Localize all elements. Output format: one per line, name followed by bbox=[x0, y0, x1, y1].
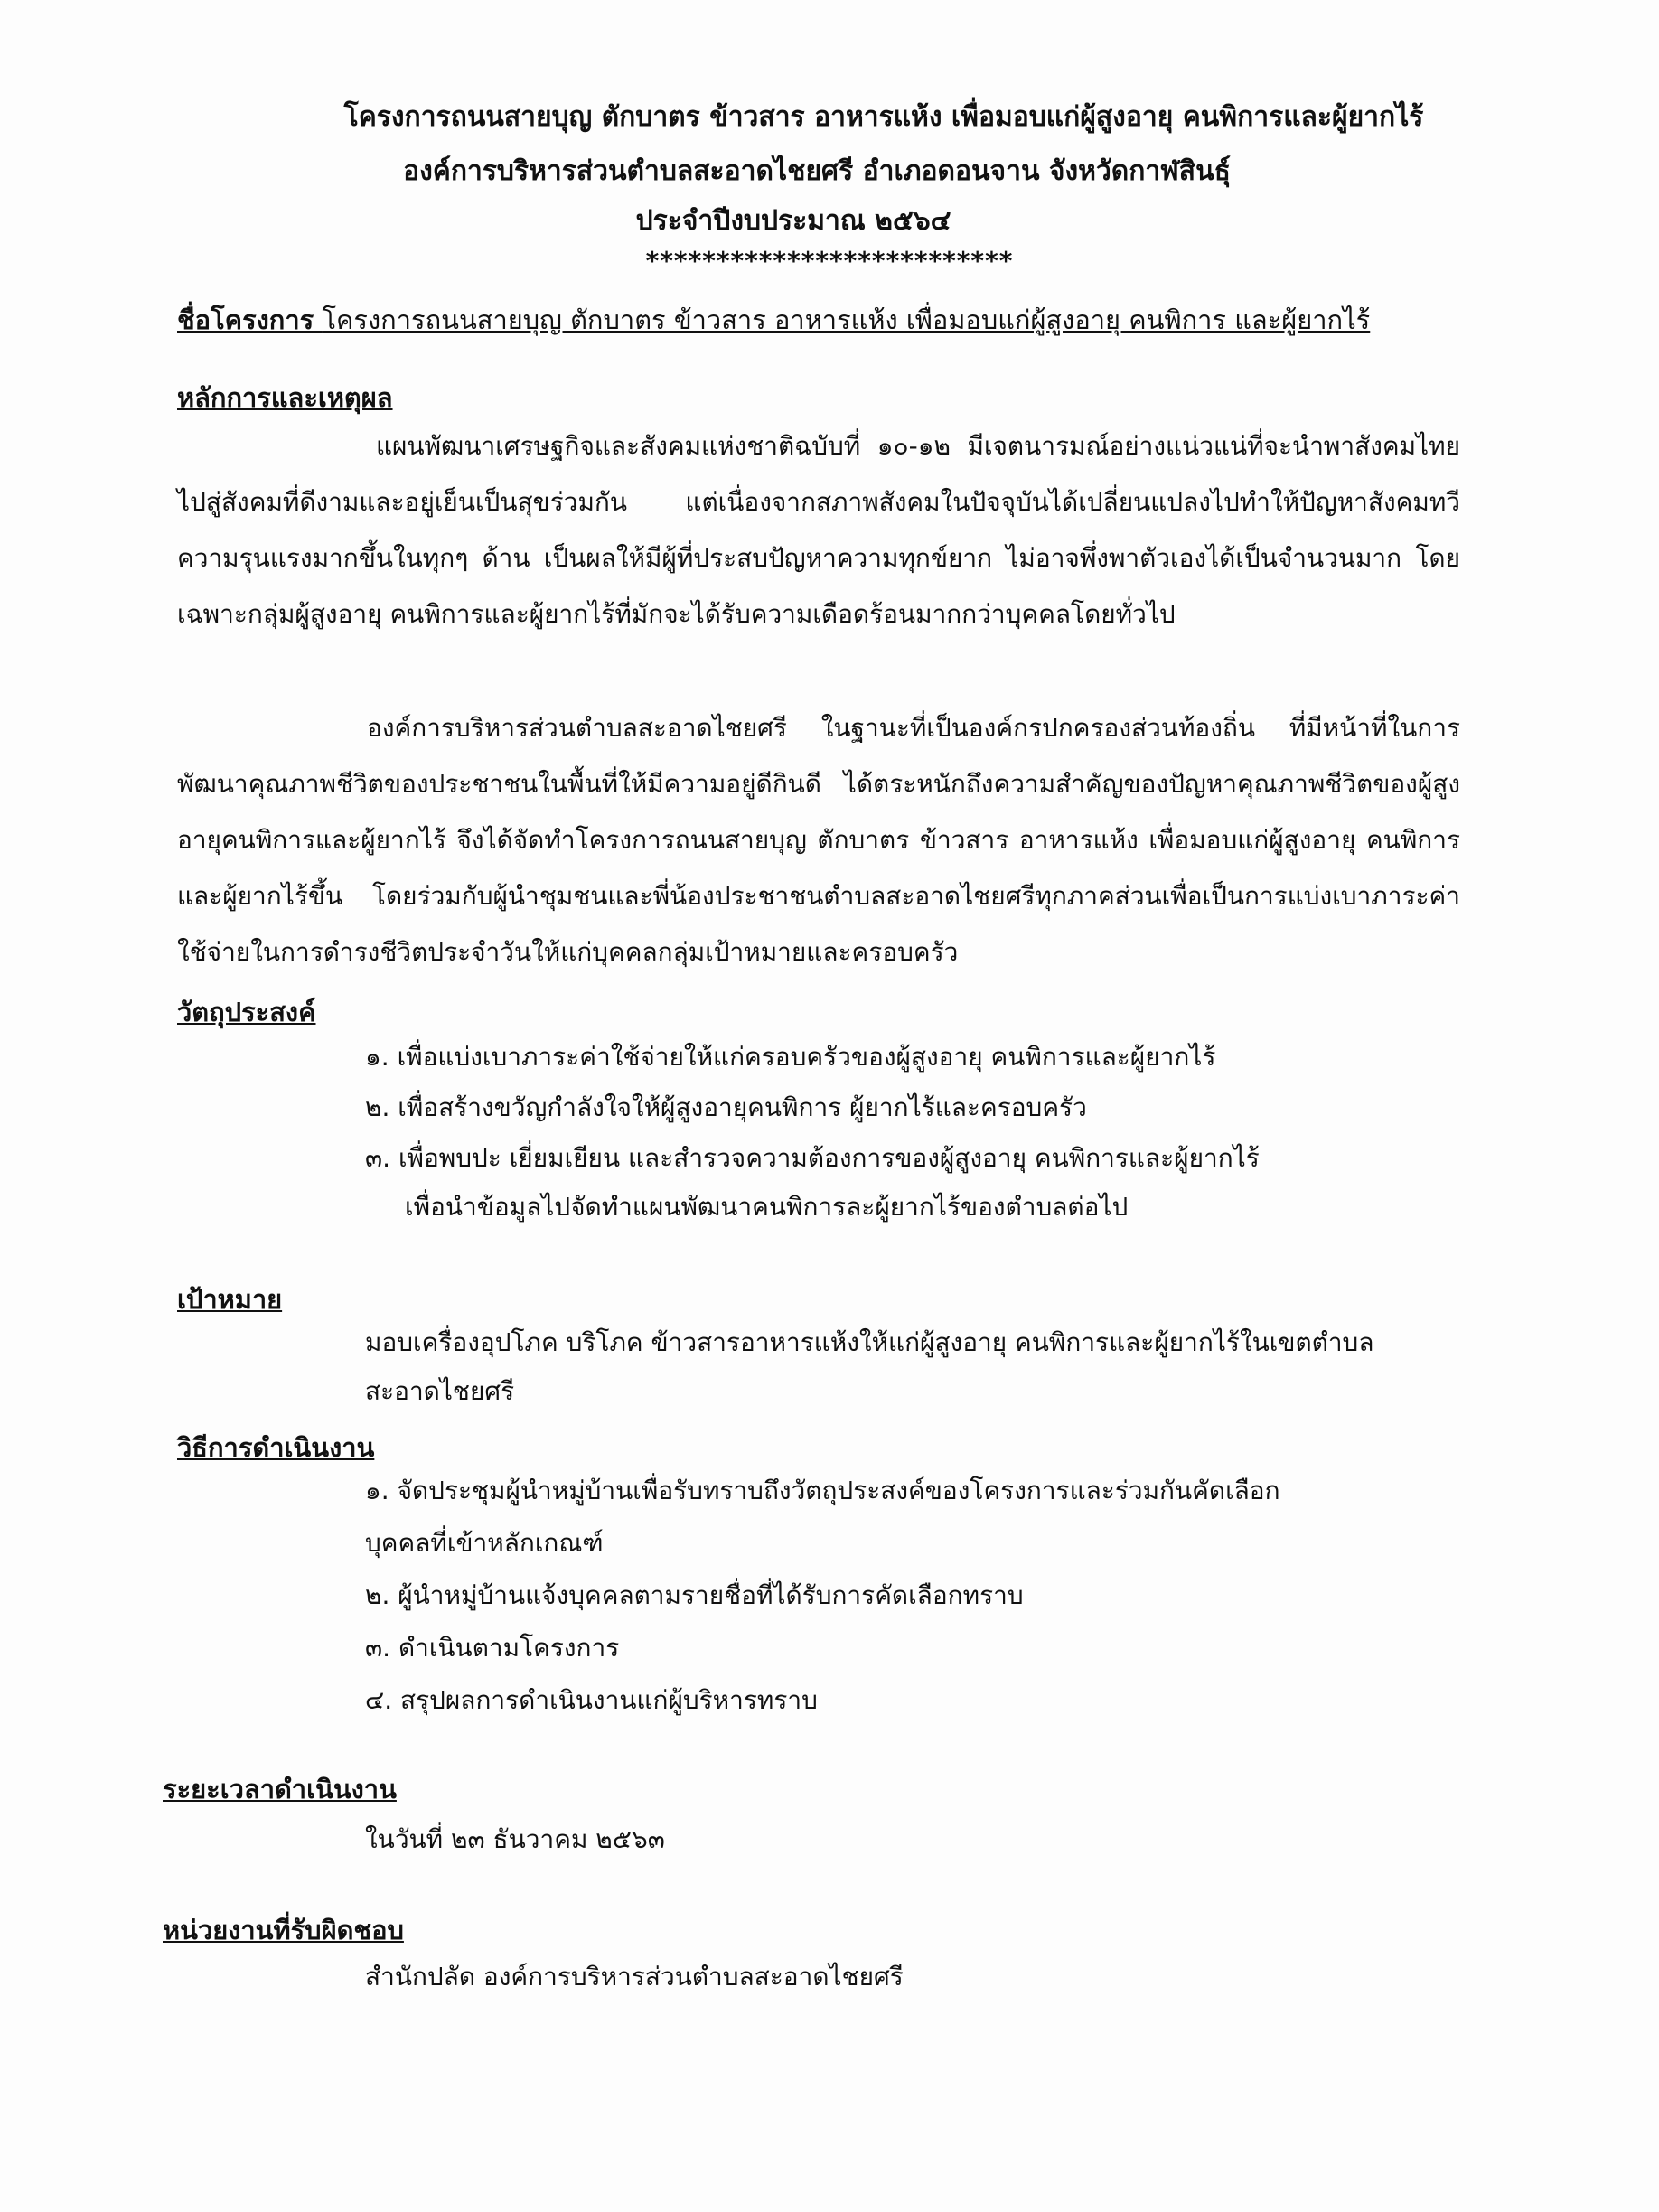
rationale-paragraph-2: องค์การบริหารส่วนตำบลสะอาดไชยศรี ในฐานะที่เป็นองค์กรปกครองส่วนท้องถิ่น ที่มีหน้าที่ในการพัฒนาคุณภาพชีวิตของประชาชนในพื้นที่ให้มีความอยู่ดีกินดี ได้ตระหนักถึงความสำคัญของปัญหาคุณภาพชีวิตของผู้สูงอายุคนพิการและผู้ยากไร้ จึงได้จัดทำโครงการถนนสายบุญ ตักบาตร ข้าวสาร อาหารแห้ง เพื่อมอบแก่ผู้สูงอายุ คนพิการ และผู้ยากไร้ขึ้น โดยร่วมกับผู้นำชุมชนและพี่น้องประชาชนตำบลสะอาดไชยศรีทุกภาคส่วนเพื่อเป็นการแบ่งเบาภาระค่าใช้จ่ายในการดำรงชีวิตประจำวันให้แก่บุคคลกลุ่มเป้าหมายและครอบครัว bbox=[177, 713, 1460, 967]
objective-item-2: ๒. เพื่อสร้างขวัญกำลังใจให้ผู้สูงอายุคนพิการ ผู้ยากไร้และครอบครัว bbox=[365, 1092, 1087, 1122]
duration-heading: ระยะเวลาดำเนินงาน bbox=[163, 1774, 397, 1804]
rationale-heading: หลักการและเหตุผล bbox=[177, 382, 393, 413]
responsible-heading: หน่วยงานที่รับผิดชอบ bbox=[163, 1915, 404, 1945]
method-item-1-continued: บุคคลที่เข้าหลักเกณฑ์ bbox=[365, 1528, 604, 1558]
project-name bbox=[177, 302, 1370, 338]
responsible-value: สำนักปลัด องค์การบริหารส่วนตำบลสะอาดไชยศรี bbox=[365, 1962, 904, 1992]
rationale-paragraph-1: แผนพัฒนาเศรษฐกิจและสังคมแห่งชาติฉบับที่ ๑๐-๑๒ มีเจตนารมณ์อย่างแน่วแน่ที่จะนำพาสังคมไทยไปสู่สังคมที่ดีงามและอยู่เย็นเป็นสุขร่วมกัน แต่เนื่องจากสภาพสังคมในปัจจุบันได้เปลี่ยนแปลงไปทำให้ปัญหาสังคมทวีความรุนแรงมากขึ้นในทุกๆ ด้าน เป็นผลให้มีผู้ที่ประสบปัญหาความทุกข์ยาก ไม่อาจพึ่งพาตัวเองได้เป็นจำนวนมาก โดยเฉพาะกลุ่มผู้สูงอายุ คนพิการและผู้ยากไร้ที่มักจะได้รับความเดือดร้อนมากกว่าบุคคลโดยทั่วไป bbox=[177, 431, 1460, 629]
target-line-2: สะอาดไชยศรี bbox=[365, 1376, 515, 1406]
objective-item-1: ๑. เพื่อแบ่งเบาภาระค่าใช้จ่ายให้แก่ครอบครัวของผู้สูงอายุ คนพิการและผู้ยากไร้ bbox=[365, 1042, 1216, 1072]
objective-item-3-continued: เพื่อนำข้อมูลไปจัดทำแผนพัฒนาคนพิการละผู้ยากไร้ของตำบลต่อไป bbox=[405, 1192, 1129, 1222]
project-name-label: ชื่อโครงการ bbox=[177, 305, 314, 335]
method-item-4: ๔. สรุปผลการดำเนินงานแก่ผู้บริหารทราบ bbox=[365, 1685, 818, 1715]
document-title-line3: ประจำปีงบประมาณ ๒๕๖๔ bbox=[635, 205, 951, 237]
method-item-2: ๒. ผู้นำหมู่บ้านแจ้งบุคคลตามรายชื่อที่ได้รับการคัดเลือกทราบ bbox=[365, 1580, 1024, 1610]
duration-value: ในวันที่ ๒๓ ธันวาคม ๒๕๖๓ bbox=[365, 1824, 665, 1854]
method-item-3: ๓. ดำเนินตามโครงการ bbox=[365, 1633, 620, 1663]
title-separator: ************************** bbox=[645, 246, 1014, 276]
objectives-heading: วัตถุประสงค์ bbox=[177, 997, 316, 1027]
target-line-1: มอบเครื่องอุปโภค บริโภค ข้าวสารอาหารแห้งให้แก่ผู้สูงอายุ คนพิการและผู้ยากไร้ในเขตตำบล bbox=[365, 1327, 1374, 1357]
method-item-1: ๑. จัดประชุมผู้นำหมู่บ้านเพื่อรับทราบถึงวัตถุประสงค์ของโครงการและร่วมกันคัดเลือก bbox=[365, 1476, 1280, 1505]
target-heading: เป้าหมาย bbox=[177, 1284, 283, 1315]
objective-item-3: ๓. เพื่อพบปะ เยี่ยมเยียน และสำรวจความต้องการของผู้สูงอายุ คนพิการและผู้ยากไร้ bbox=[365, 1143, 1260, 1173]
method-heading: วิธีการดำเนินงาน bbox=[177, 1432, 375, 1463]
document-title-line1: โครงการถนนสายบุญ ตักบาตร ข้าวสาร อาหารแห้ง เพื่อมอบแก่ผู้สูงอายุ คนพิการและผู้ยากไร้ bbox=[343, 101, 1424, 133]
project-name-value: โครงการถนนสายบุญ ตักบาตร ข้าวสาร อาหารแห้ง เพื่อมอบแก่ผู้สูงอายุ คนพิการ และผู้ยากไร้ bbox=[322, 305, 1371, 335]
document-title-line2: องค์การบริหารส่วนตำบลสะอาดไชยศรี อำเภอดอนจาน จังหวัดกาฬสินธุ์ bbox=[403, 155, 1231, 187]
